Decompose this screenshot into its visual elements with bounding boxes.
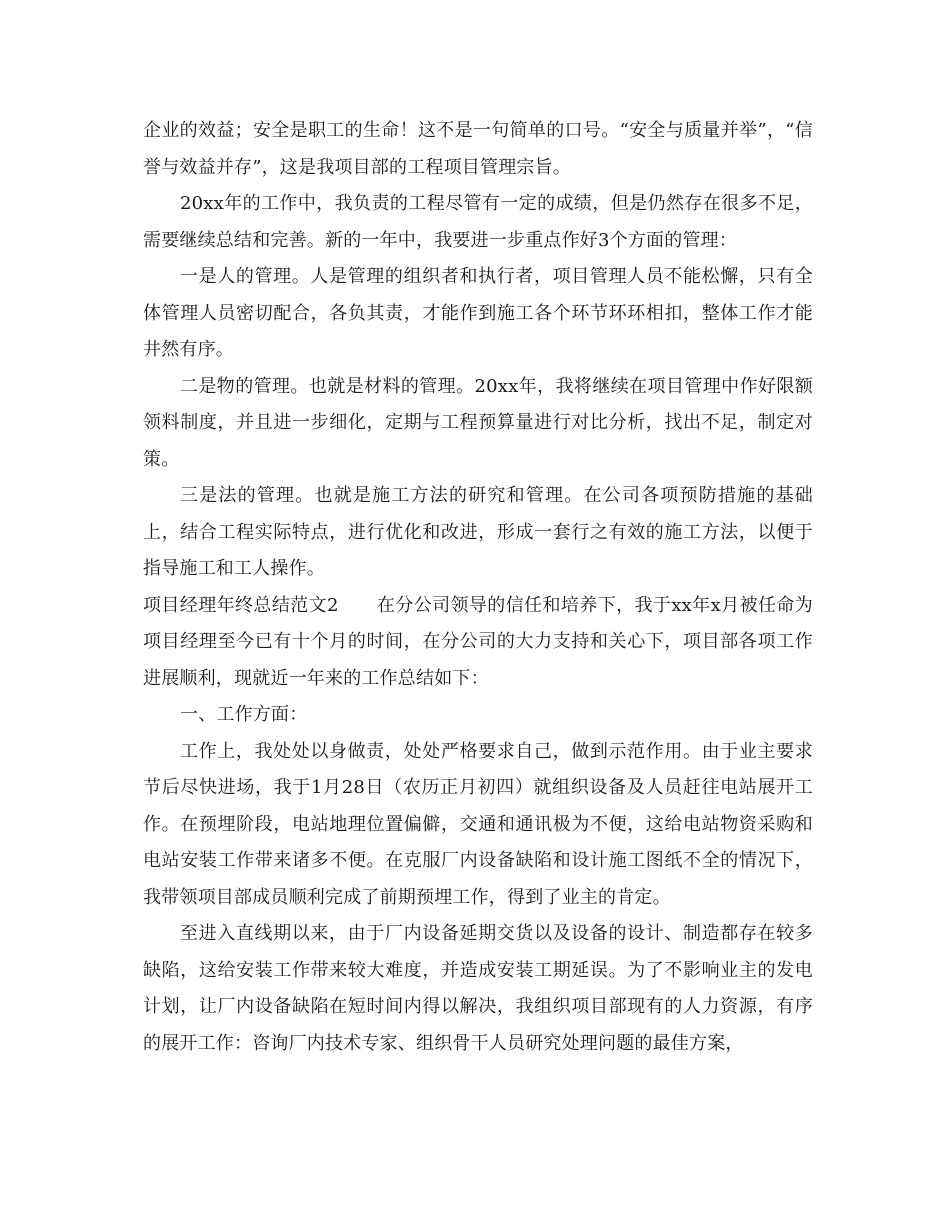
- paragraph-7: 至进入直线期以来，由于厂内设备延期交货以及设备的设计、制造都存在较多缺陷，这给安装工作带来较大难度，并造成安装工期延误。为了不影响业主的发电计划，让厂内设备缺陷在短时间内得以解决，我组织项目部现有的人力资源，有序的展开工作：咨询厂内技术专家、组织骨干人员研究处理问题的最佳方案，: [143, 923, 813, 1054]
- document-body: [143, 113, 813, 1062]
- paragraph-3: 一是人的管理。人是管理的组织者和执行者，项目管理人员不能松懈，只有全体管理人员密切配合，各负其责，才能作到施工各个环节环环相扣，整体工作才能井然有序。: [143, 266, 813, 360]
- paragraph-6: 工作上，我处处以身做责，处处严格要求自己，做到示范作用。由于业主要求节后尽快进场，我于1月28日（农历正月初四）就组织设备及人员赶往电站展开工作。在预埋阶段，电站地理位置偏僻，交通和通讯极为不便，这给电站物资采购和电站安装工作带来诸多不便。在克服厂内设备缺陷和设计施工图纸不全的情况下，我带领项目部成员顺利完成了前期预埋工作，得到了业主的肯定。: [143, 740, 813, 908]
- section-title: 一、工作方面：: [180, 704, 308, 725]
- heading-body: 在分公司领导的信任和培养下，我于xx年x月被任命为项目经理至今已有十个月的时间，在分公司的大力支持和关心下，项目部各项工作进展顺利，现就近一年来的工作总结如下：: [143, 594, 814, 689]
- paragraph-2: 20xx年的工作中，我负责的工程尽管有一定的成绩，但是仍然存在很多不足，需要继续总结和完善。新的一年中，我要进一步重点作好3个方面的管理：: [143, 193, 813, 251]
- paragraph-4: 二是物的管理。也就是材料的管理。20xx年，我将继续在项目管理中作好限额领料制度，并且进一步细化，定期与工程预算量进行对比分析，找出不足，制定对策。: [143, 375, 813, 470]
- article-heading: 项目经理年终总结范文2: [143, 594, 339, 616]
- heading-paragraph: [143, 588, 813, 698]
- paragraph-5: 三是法的管理。也就是施工方法的研究和管理。在公司各项预防措施的基础上，结合工程实际特点，进行优化和改进，形成一套行之有效的施工方法，以便于指导施工和工人操作。: [143, 485, 813, 579]
- paragraph-1: 企业的效益；安全是职工的生命！这不是一句简单的口号。“安全与质量并举”，“信誉与效益并存”，这是我项目部的工程项目管理宗旨。: [143, 120, 813, 178]
